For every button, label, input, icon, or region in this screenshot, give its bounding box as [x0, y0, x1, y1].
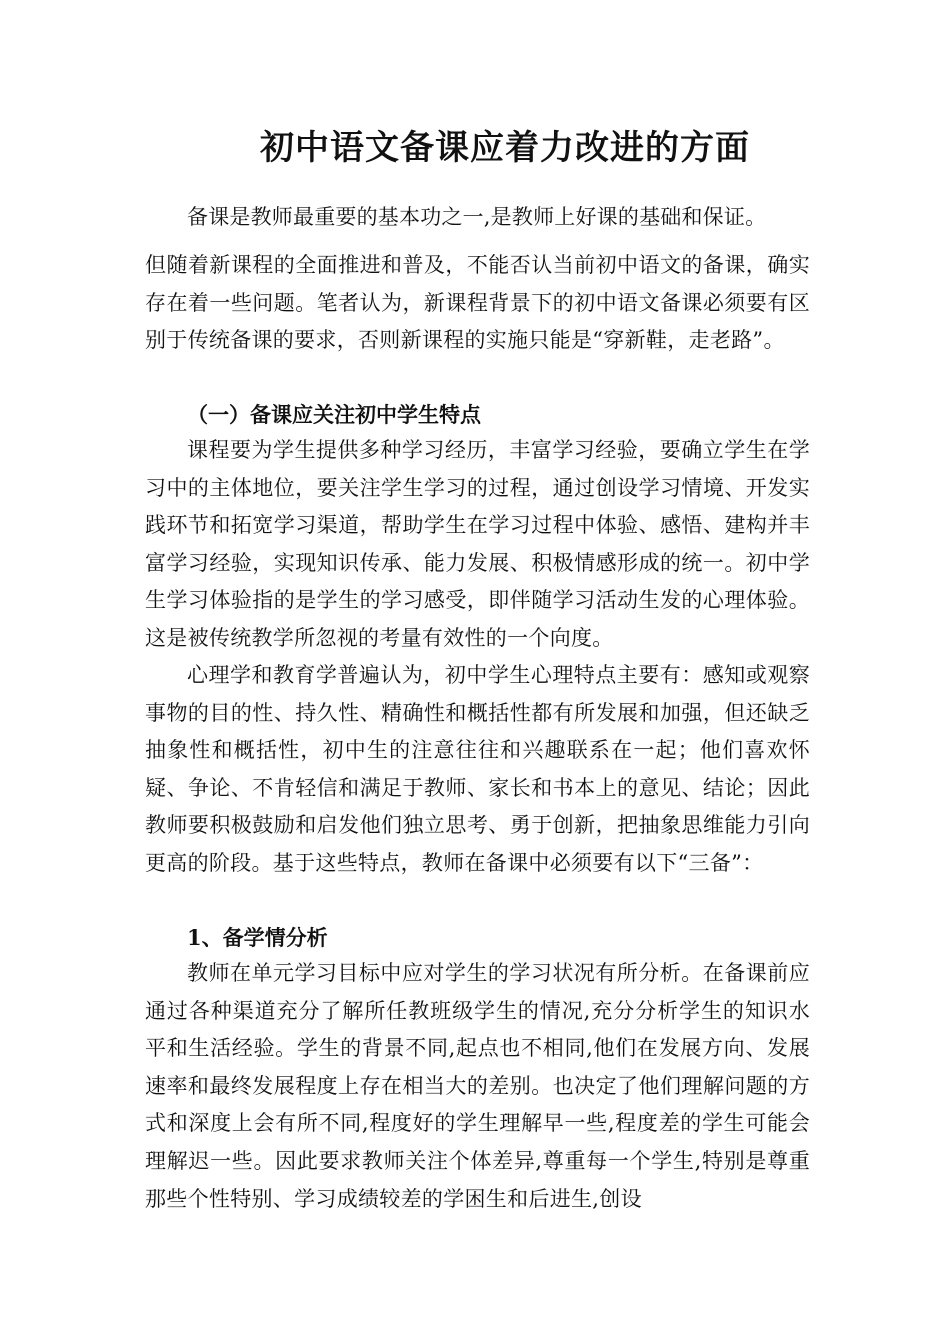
intro-first-line: 备课是教师最重要的基本功之一,是教师上好课的基础和保证。 — [187, 205, 767, 229]
section-heading-2: 1、备学情分析 — [187, 925, 328, 950]
body-paragraph-2: 心理学和教育学普遍认为，初中学生心理特点主要有：感知或观察事物的目的性、持久性、精确性和概括性都有所发展和加强，但还缺乏抽象性和概括性，初中生的注意往往和兴趣联系在一起；他们喜欢怀疑、争论、不肯轻信和满足于教师、家长和书本上的意见、结论；因此教师要积极鼓励和启发他们独立思考、勇于创新，把抽象思维能力引向更高的阶段。基于这些特点，教师在备课中必须要有以下“三备”： — [145, 663, 810, 875]
body-paragraph-1: 课程要为学生提供多种学习经历，丰富学习经验，要确立学生在学习中的主体地位，要关注学生学习的过程，通过创设学习情境、开发实践环节和拓宽学习渠道，帮助学生在学习过程中体验、感悟、建构并丰富学习经验，实现知识传承、能力发展、积极情感形成的统一。初中学生学习体验指的是学生的学习感受，即伴随学习活动生发的心理体验。这是被传统教学所忽视的考量有效性的一个向度。 — [145, 438, 810, 650]
section-heading-1: （一）备课应关注初中学生特点 — [187, 402, 481, 427]
body-paragraph-3: 教师在单元学习目标中应对学生的学习状况有所分析。在备课前应通过各种渠道充分了解所任教班级学生的情况,充分分析学生的知识水平和生活经验。学生的背景不同,起点也不相同,他们在发展方向、发展速率和最终发展程度上存在相当大的差别。也决定了他们理解问题的方式和深度上会有所不同,程度好的学生理解早一些,程度差的学生可能会理解迟一些。因此要求教师关注个体差异,尊重每一个学生,特别是尊重那些个性特别、学习成绩较差的学困生和后进生,创设 — [145, 961, 810, 1211]
intro-paragraph: 但随着新课程的全面推进和普及，不能否认当前初中语文的备课，确实存在着一些问题。笔者认为，新课程背景下的初中语文备课必须要有区别于传统备课的要求，否则新课程的实施只能是“穿新鞋，走老路”。 — [145, 253, 810, 353]
document-title: 初中语文备课应着力改进的方面 — [260, 128, 750, 168]
